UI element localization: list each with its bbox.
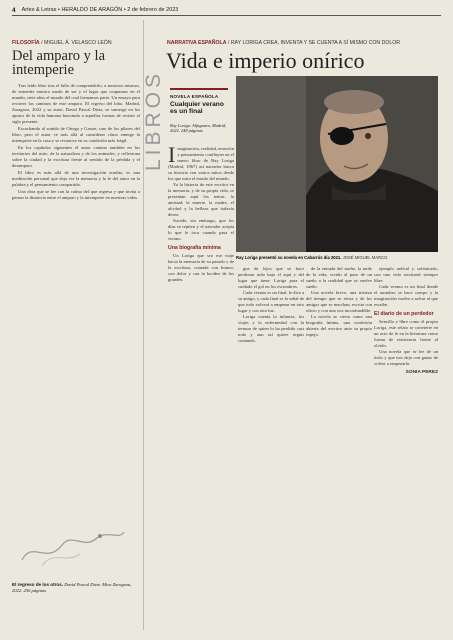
left-article [12, 40, 140, 202]
column-paragraph: Loriga cuenta la infancia, los viajes y la enfermedad con la ternura de quien lo ha perdido casi todo y aun así quiere seguir contando. [238, 314, 304, 343]
right-kicker-author: RAY LORIGA CREA, INVENTA Y SE CUENTA A SÍ MISMO CON DOLOR [230, 40, 401, 46]
left-kicker-author: MIGUEL Á. VELASCO LEÓN [44, 40, 112, 46]
left-book-credit [12, 582, 134, 594]
photo-caption-text: Ray Loriga presentó su novela en Cabarrús día 2021. [236, 255, 342, 260]
infobox-meta: Ray Loriga. Alfaguara, Madrid, 2022. 248 páginas [170, 123, 227, 134]
column-paragraph: Cada verano es un final donde el asombro se hace cuerpo y la imaginación vuelve a salvar al que escribe. [374, 284, 438, 307]
column-subhead: Una biografía mínima [168, 245, 221, 251]
column-paragraph: Un Loriga que sea ese viaje hacia la memoria de su pasado y de la escritura, contada con humor, con dolor y con la lucidez de los grandes. [168, 253, 234, 282]
author-portrait-illustration [236, 76, 438, 252]
column-paragraph: La novela se cierra como una biografía íntima, una confesión abierta del escritor ante su propio espejo. [306, 314, 372, 337]
left-paragraph: Tras leído libro tras el fallo de comprenderlo, a nosotros mismos, de entender nuestro modo de ser y el lugar que ocupamos en el mundo, siete años el mundo del cual formamos parte. Un ensayo para recorrer los caminos de este amparo. El regreso del lobo. Madrid, Zaragoza, 2022 y su autor, David Pascal Dietz, se sumerge en los apuros de la vida humana buscando a aquellas formas de resistir al siglo presente. [12, 83, 140, 124]
left-article-body [12, 83, 140, 201]
right-column-3 [306, 266, 372, 338]
page-header [12, 5, 441, 16]
right-article-title: Vida e imperio onírico [166, 48, 365, 73]
column-paragraph: de la entrada del sueño, la tarde de la vida, vivido al paso de un sueño a la realidad que se vuelve sueño. [306, 266, 372, 289]
right-column-2 [238, 266, 304, 344]
column-paragraph: ejemplo radical y sofisticado, con una vida escritural siempre libre. [374, 266, 438, 283]
left-credit-meta: David Pascal Dietz. Mira Zaragoza, 2022. 256 páginas [12, 582, 132, 593]
left-paragraph: Una obra que se lee con la calma del que regresa y que invita a pensar la distancia entre el amparo y la intemperie en nuestras vidas. [12, 189, 140, 200]
column-paragraph: maginación, realidad, emoción y pensamiento confluyen en el nuevo libro de Ray Loriga (Madrid, 1967) así narrador busca su historia con varios mitos desde los que mira el estado del mundo. [168, 146, 234, 181]
column-paragraph: Sencillo y libre como el propio Loriga, este relato se convierte en un acto de fe en la literatura como forma de resistencia frente al olvido. [374, 319, 438, 348]
article-signature: SONIA PEREZ [405, 370, 438, 375]
right-column-4 [374, 266, 438, 376]
author-photo [236, 76, 438, 252]
column-paragraph: Una novela que se lee de un tirón y que nos deja con ganas de volver a empezarla. [374, 349, 438, 366]
column-paragraph: Ya la historia de este escritor en la memoria, y de su propia vida, se presentan aquí los temas: la amistad, la muerte, la madre, el alcohol y la belleza que todavía desea. [168, 182, 234, 217]
infobox-book-title: Cualquier verano es un final [170, 101, 224, 115]
left-kicker: FILOSOFÍA / MIGUEL Á. VELASCO LEÓN [12, 40, 112, 46]
header-text: Artes & Letras • HERALDO DE ARAGÓN • 2 de febrero de 2023 [21, 7, 179, 13]
right-kicker: NARRATIVA ESPAÑOLA / RAY LORIGA CREA, INVENTA Y SE CUENTA A SÍ MISMO CON DOLOR [167, 40, 401, 46]
column-paragraph: Cada verano es un final, le dice a su amigo, y cada final es la señal de que todo volverá a empezar en otro lugar y con otra luz. [238, 290, 304, 313]
photo-caption-credit: JOSÉ MIGUEL MARCO [342, 255, 388, 260]
left-kicker-section: FILOSOFÍA [12, 40, 40, 46]
column-paragraph: gue de lejos que se hace perdonar todo bajo el aquí y del lugar que tiene. Loriga para el cuidado el gol en los escombros. [238, 266, 304, 289]
drop-cap: I [168, 142, 176, 167]
right-column-1 [168, 142, 234, 283]
left-paragraph: Escuchando al sonido de Ortega y Gasset, uno de los pilares del libro, pero el autor ve más allá al considerar cómo emerge la intemperie en la casa y se reconoce en su condición más frágil. [12, 126, 140, 143]
page-number: 4 [12, 6, 16, 14]
infobox-category: NOVELA ESPAÑOLA [170, 94, 219, 99]
right-kicker-section: NARRATIVA ESPAÑOLA [167, 40, 227, 46]
seahorse-illustration [12, 520, 132, 570]
column-paragraph: Sucede, sin embargo, que los días se repiten y el narrador acepta lo que le toca cuando pasa el verano. [168, 218, 234, 241]
left-article-title: Del amparo y la intemperie [12, 48, 106, 78]
left-paragraph: En los capítulos siguientes el autor camina también en los territorios del mito, de la naturaleza y de los animales, y reflexiona sobre la ciudad y la escritura frente al sentido de la pérdida y el desamparo. [12, 145, 140, 168]
column-subhead: El diario de un perdedor [374, 311, 434, 317]
book-infobox [170, 88, 228, 134]
column-paragraph: Una novela breve, una tristeza del tiempo que se retira y de los amigos que se marchan, escrita con oficio y con una voz inconfundible. [306, 290, 372, 313]
left-paragraph: El libro es más allá de una investigación erudita, es una meditación personal que deja ver la memoria y la fe del autor en la palabra y el pensamiento compartido. [12, 170, 140, 187]
photo-caption [236, 255, 438, 260]
left-credit-title: El regreso de los otros. [12, 582, 64, 587]
section-label-libros: LIBROS [142, 69, 165, 171]
